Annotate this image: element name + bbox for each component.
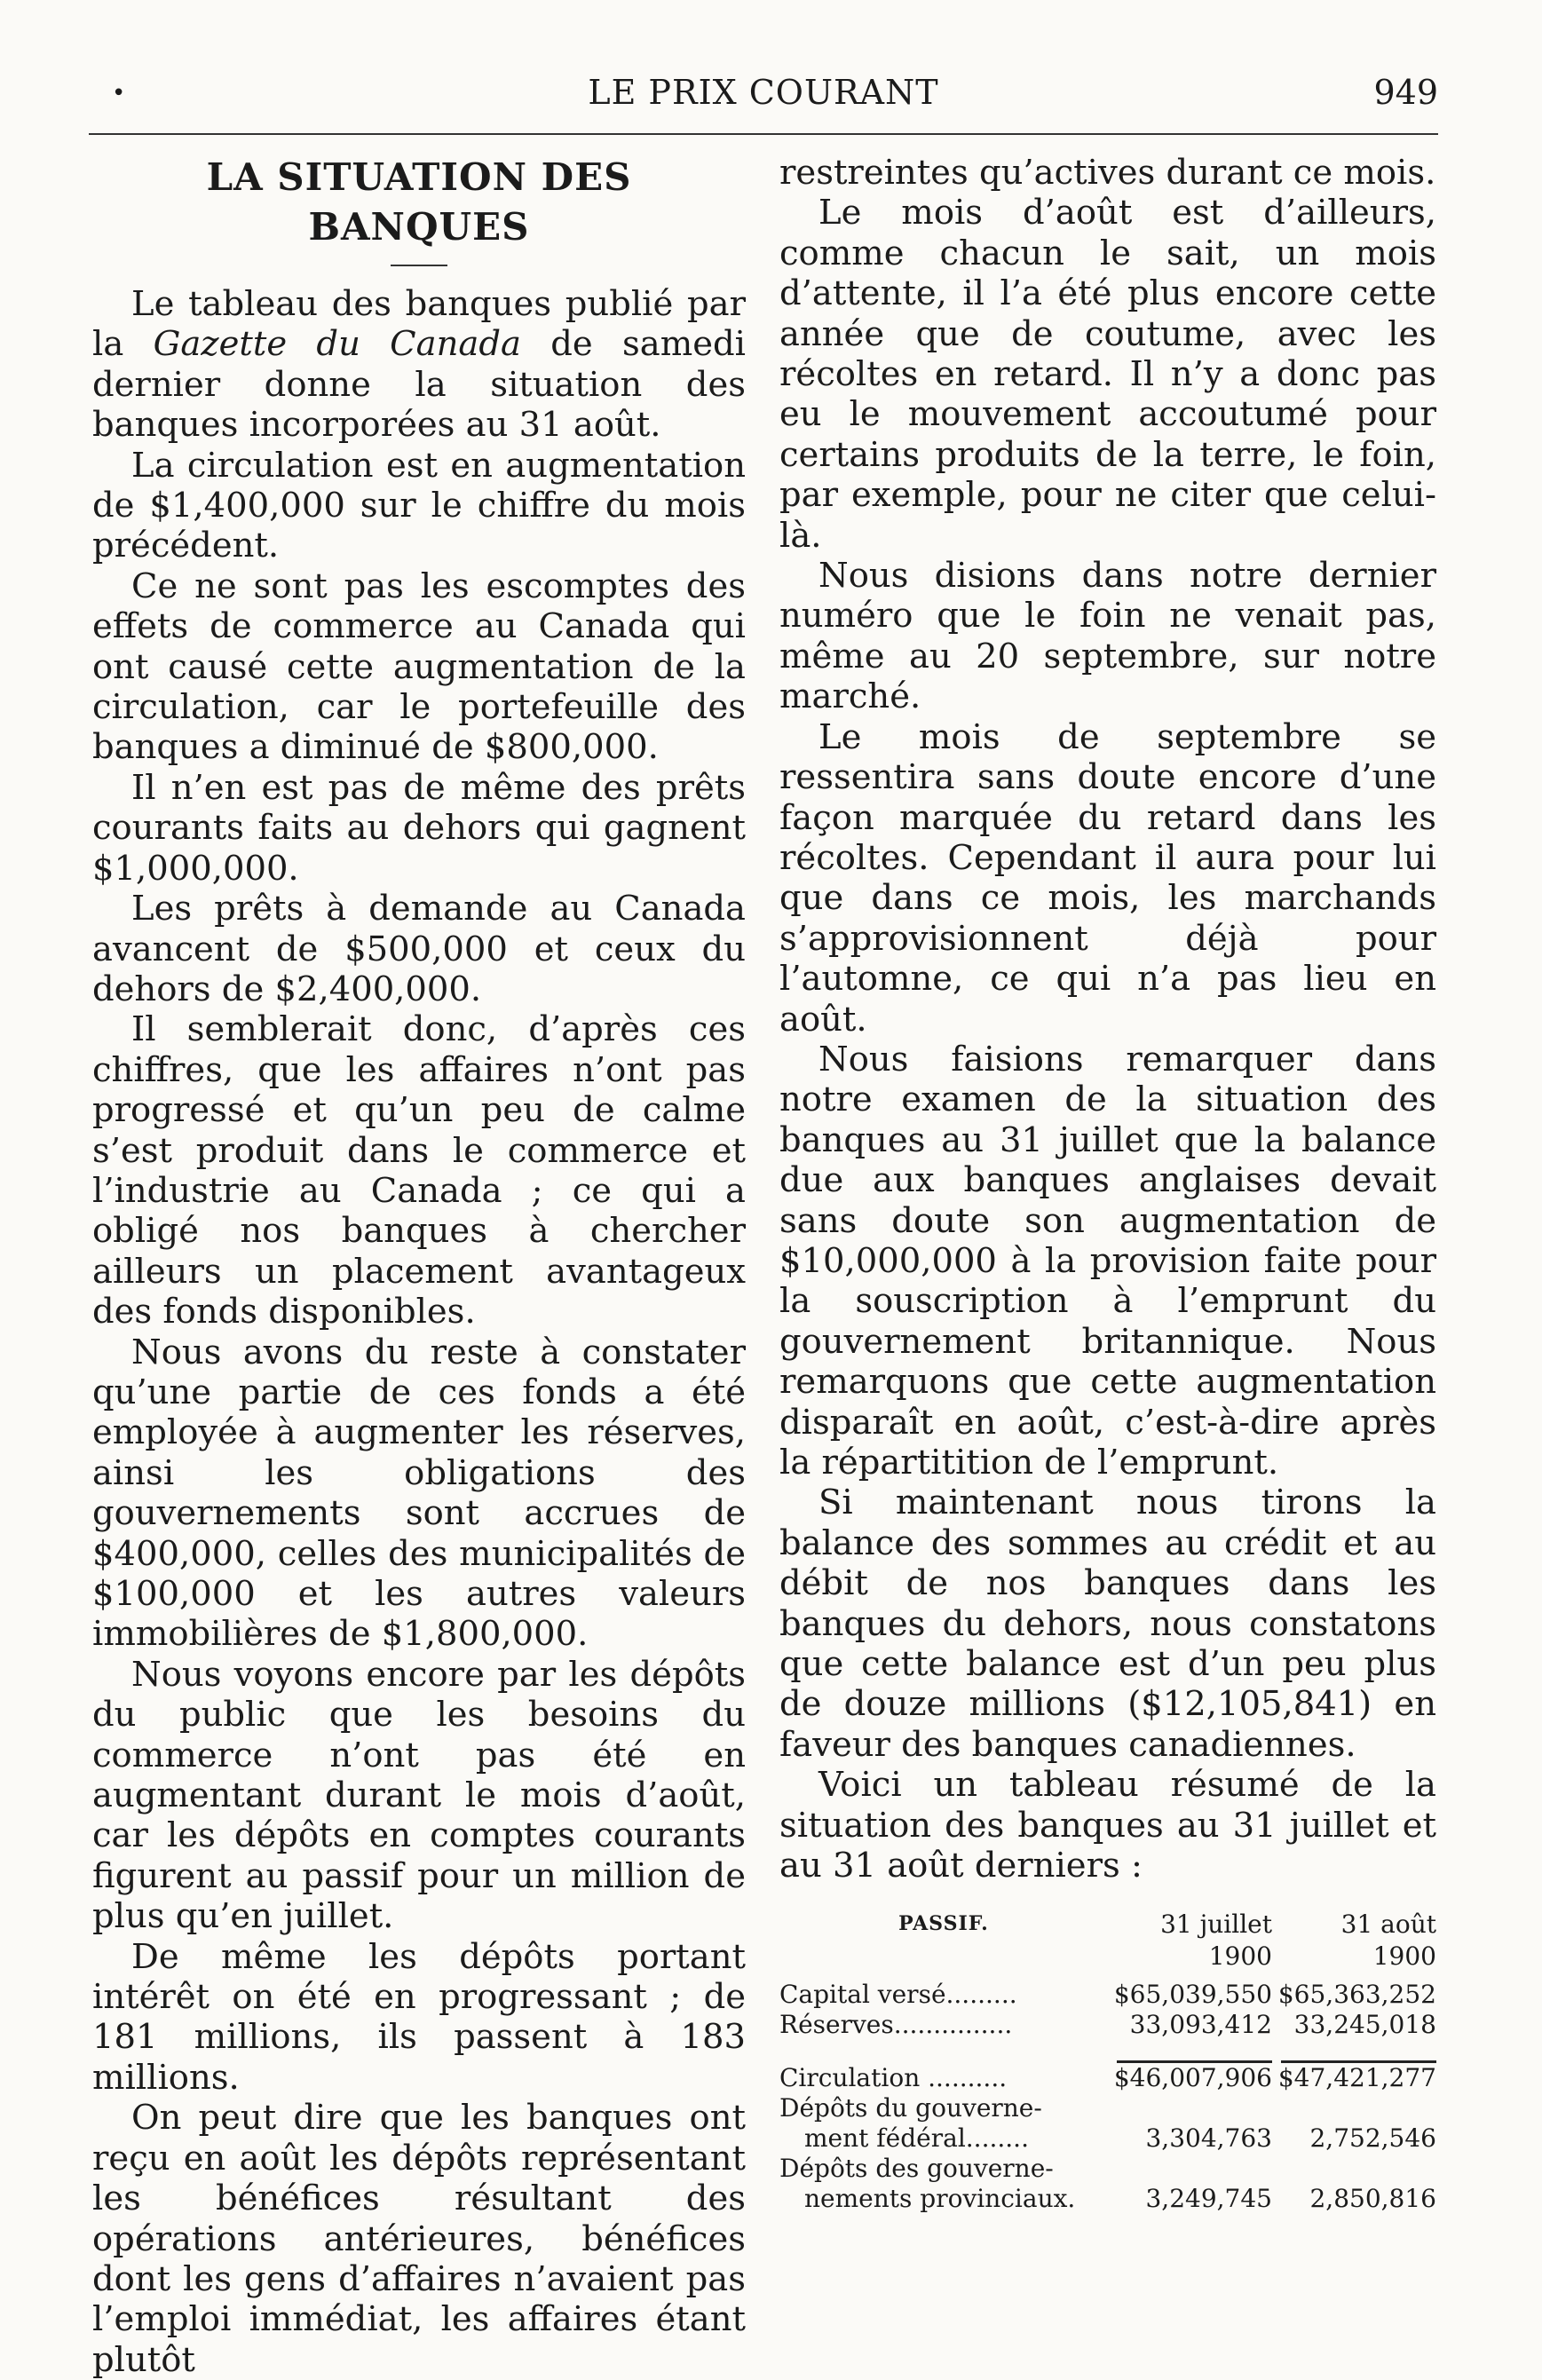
gazette-title: Gazette du Canada [153, 324, 521, 365]
paragraph-6: Il semblerait donc, d’après ces chiffres, que les affaires n’ont pas progressé et qu’un peu de calme s’est produit dans le commerce et l’industrie au Canada ; ce qui a obligé nos banques à chercher ailleurs un placement avantageux des fonds disponibles. [92, 1009, 746, 1332]
row-value-august: $47,421,277 [1277, 2063, 1436, 2093]
row-value-july: $65,039,550 [1113, 1980, 1272, 2010]
table-heading-passif: PASSIF. [898, 1912, 989, 1936]
header-ornament: • [112, 80, 126, 107]
paragraph-1-text-a: Le tableau des banques publié par la [92, 284, 746, 365]
paragraph-12: Nous disions dans notre dernier numéro que le foin ne venait pas, même au 20 septembre, sur notre marché. [779, 556, 1436, 717]
paragraph-8: Nous voyons encore par les dépôts du public que les besoins du commerce n’ont pas été en augmentant durant le mois d’août, car les dépôts en comptes courants figurent au passif pour un million de plus qu’en juillet. [92, 1654, 746, 1937]
page-number: 949 [1373, 73, 1438, 112]
paragraph-16: Voici un tableau résumé de la situation des banques au 31 juillet et au 31 août derniers : [779, 1765, 1436, 1886]
publication-title: LE PRIX COURANT [588, 73, 939, 112]
paragraph-14: Nous faisions remarquer dans notre examen de la situation des banques au 31 juillet que la balance due aux banques anglaises devait sans doute son augmentation de $10,000,000 à la provision faite pour la souscription à l’emprunt du gouvernement britannique. Nous remarquons que cette augmentation disparaît en août, c’est-à-dire après la répartitition de l’emprunt. [779, 1039, 1436, 1483]
row-label: Dépôts des gouverne- [779, 2154, 1054, 2184]
left-column [92, 153, 746, 2380]
row-label: Circulation .......... [779, 2063, 1008, 2093]
paragraph-1 [92, 284, 746, 446]
table-row-continued [779, 2123, 1436, 2154]
paragraph-3: Ce ne sont pas les escomptes des effets de commerce au Canada qui ont causé cette augmentation de la circulation, car le portefeuille des banques a diminué de $800,000. [92, 565, 746, 768]
paragraph-10: On peut dire que les banques ont reçu en août les dépôts représentant les bénéfices résultant des opérations antérieures, bénéfices dont les gens d’affaires n’avaient pas l’emploi immédiat, les affaires étant plutôt [92, 2098, 746, 2380]
table-row [779, 2010, 1436, 2040]
paragraph-13: Le mois de septembre se ressentira sans doute encore d’une façon marquée du retard dans les récoltes. Cependant il aura pour lui que dans ce mois, les marchands s’approvisionnent déjà pour l’automne, ce qui n’a pas lieu en août. [779, 716, 1436, 1040]
row-value-august: $65,363,252 [1277, 1980, 1436, 2010]
row-value-july: $46,007,906 [1113, 2063, 1272, 2093]
paragraph-1-text-b: de samedi dernier donne la situation des banques incorporées au 31 août. [92, 324, 746, 446]
table-row [779, 2063, 1436, 2093]
table-row [779, 1980, 1436, 2010]
paragraph-10-continued: restreintes qu’actives durant ce mois. [779, 153, 1436, 193]
row-label-continued: nements provinciaux. [804, 2184, 1076, 2214]
row-value-august: 33,245,018 [1293, 2010, 1436, 2040]
column-header-august [1272, 1909, 1436, 1973]
right-column [779, 153, 1436, 2214]
row-value-july: 3,249,745 [1145, 2184, 1272, 2214]
table-row [779, 2093, 1436, 2123]
row-value-august: 2,752,546 [1309, 2123, 1436, 2154]
table-header-row [779, 1909, 1436, 1973]
column-header-july-label: 31 juillet [1160, 1910, 1272, 1940]
paragraph-2: La circulation est en augmentation de $1,400,000 sur le chiffre du mois précédent. [92, 445, 746, 566]
row-label: Dépôts du gouverne- [779, 2093, 1042, 2123]
column-header-july [1108, 1909, 1272, 1973]
row-value-july: 3,304,763 [1145, 2123, 1272, 2154]
row-label-continued: ment fédéral........ [804, 2123, 1029, 2154]
subtotal-rule-row [779, 2040, 1436, 2063]
column-header-july-year: 1900 [1208, 1941, 1272, 1972]
row-label: Capital versé......... [779, 1980, 1017, 2010]
paragraph-5: Les prêts à demande au Canada avancent de $500,000 et ceux du dehors de $2,400,000. [92, 889, 746, 1009]
row-value-july: 33,093,412 [1129, 2010, 1272, 2040]
column-header-august-year: 1900 [1372, 1941, 1436, 1972]
table-row [779, 2154, 1436, 2184]
paragraph-9: De même les dépôts portant intérêt on été en progressant ; de 181 millions, ils passent à 183 millions. [92, 1936, 746, 2098]
table-row-continued [779, 2184, 1436, 2214]
paragraph-4: Il n’en est pas de même des prêts courants faits au dehors qui gagnent $1,000,000. [92, 767, 746, 889]
article-title: LA SITUATION DES BANQUES [206, 155, 632, 249]
paragraph-11: Le mois d’août est d’ailleurs, comme chacun le sait, un mois d’attente, il l’a été plus encore cette année que de coutume, avec les récoltes en retard. Il n’y a donc pas eu le mouvement accoutumé pour certains produits de la terre, le foin, par exemple, pour ne citer que celui-là. [779, 193, 1436, 556]
paragraph-7: Nous avons du reste à constater qu’une partie de ces fonds a été employée à augmenter les réserves, ainsi les obligations des gouvernements sont accrues de $400,000, celles des municipalités de $100,000 et les autres valeurs immobilières de $1,800,000. [92, 1332, 746, 1655]
paragraph-15: Si maintenant nous tirons la balance des sommes au crédit et au débit de nos banques dans les banques du dehors, nous constatons que cette balance est d’un peu plus de douze millions ($12,105,841) en faveur des banques canadiennes. [779, 1483, 1436, 1765]
header-rule [89, 133, 1438, 135]
running-header [89, 73, 1438, 117]
row-value-august: 2,850,816 [1309, 2184, 1436, 2214]
column-header-august-label: 31 août [1340, 1910, 1436, 1940]
bank-situation-table [779, 1909, 1436, 2214]
row-label: Réserves............... [779, 2010, 1013, 2040]
table-gap [779, 1973, 1436, 1980]
title-rule [391, 265, 447, 266]
